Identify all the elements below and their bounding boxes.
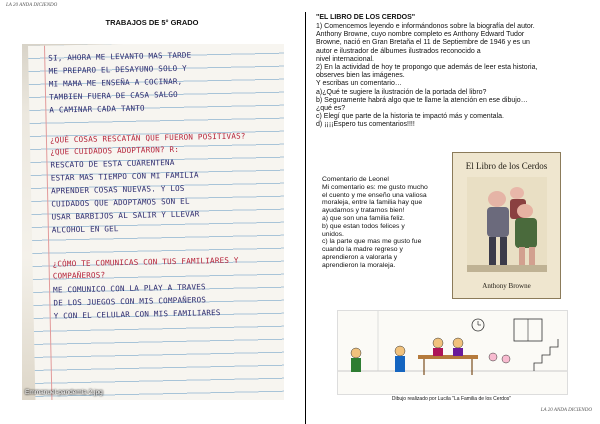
- notebook-photo: [22, 44, 284, 400]
- comment-block: [322, 176, 448, 270]
- handwritten-line: DE LOS JUEGOS CON MIS COMPAÑEROS: [53, 295, 207, 308]
- handwritten-line: MI MAMA ME ENSEÑA A COCINAR,: [48, 76, 183, 89]
- comment-line: aprendieron a valorarla y: [322, 253, 398, 261]
- book-author: Anthony Browne: [482, 282, 531, 290]
- handwritten-line: ESTAR MAS TIEMPO CON MI FAMILIA: [50, 170, 199, 183]
- comment-line: cuando la madre regreso y: [322, 246, 403, 254]
- instruction-line: observes bien las imágenes.: [316, 72, 405, 80]
- handwritten-line: TAMBIEN FUERA DE CASA SALGO: [48, 89, 178, 102]
- page-divider: [305, 12, 306, 424]
- instruction-line: Y escribas un comentario…: [316, 80, 402, 88]
- handwritten-line: SI, AHORA ME LEVANTO MAS TARDE: [48, 50, 192, 63]
- comment-line: moraleja, entre la familia hay que: [322, 199, 423, 207]
- comment-line: a) que son una familia feliz.: [322, 214, 405, 222]
- handwritten-line: USAR BARBIJOS AL SALIR Y LLEVAR: [51, 209, 200, 222]
- handwritten-line: APRENDER COSAS NUEVAS. Y LOS: [50, 183, 185, 196]
- handwritten-line: ME COMUNICO CON LA PLAY A TRAVES: [53, 282, 206, 295]
- running-head-left: LA 20 ANDA DICIENDO: [6, 3, 58, 8]
- activity-instructions: [316, 23, 591, 130]
- comment-line: c) la parte que mas me gusto fue: [322, 238, 422, 246]
- notebook-paper: [28, 44, 284, 400]
- instruction-line: 2) En la actividad de hoy te propongo que además de leer esta historia,: [316, 64, 538, 72]
- handwritten-line: ¿QUÉ COSAS RESCATÁN QUE FUERON POSITIVAS?: [49, 131, 246, 145]
- running-head-right: LA 20 ANDA DICIENDO: [540, 408, 592, 413]
- handwritten-line: COMPAÑEROS?: [52, 270, 106, 281]
- instruction-line: nivel internacional.: [316, 55, 374, 63]
- instruction-line: Browne, nació en Gran Bretaña el 11 de Septiembre de 1946 y es un: [316, 39, 530, 47]
- right-heading: "EL LIBRO DE LOS CERDOS": [316, 14, 416, 21]
- book-cover-illustration: [467, 177, 547, 272]
- comment-title: Comentario de Leonel: [322, 176, 389, 183]
- handwritten-line: A CAMINAR CADA TANTO: [49, 103, 145, 115]
- handwritten-line: Y CON EL CELULAR CON MIS FAMILIARES: [53, 308, 221, 321]
- instruction-line: Anthony Browne, cuyo nombre completo es Anthony Edward Tudor: [316, 31, 525, 39]
- comment-line: b) que estan todos felices y: [322, 222, 405, 230]
- handwritten-line: RESCATO DE ESTA CUARENTENA: [50, 157, 175, 170]
- child-drawing: [337, 310, 568, 395]
- drawing-caption: Dibujo realizado por Lucila "La Familia de los Cerdos": [391, 396, 512, 402]
- handwritten-line: CUIDADOS QUE ADOPTAMOS SON EL: [51, 196, 190, 209]
- comment-body: [322, 184, 448, 270]
- family-drawing-illustration: [338, 311, 567, 394]
- left-page-title: TRABAJOS DE 5° GRADO: [105, 18, 199, 27]
- instruction-line: b) Seguramente habrá algo que te llame la atención en ese dibujo…: [316, 96, 528, 104]
- comment-line: unidos.: [322, 230, 344, 238]
- comment-line: ayudarnos y tratarnos bien!: [322, 207, 405, 215]
- book-cover: [452, 152, 561, 299]
- photo-caption: Emmanuel-pandemia 2.jpg: [25, 389, 103, 396]
- comment-line: Mi comentario es: me gusto mucho: [322, 183, 428, 191]
- instruction-line: a)¿Qué te sugiere la ilustración de la portada del libro?: [316, 88, 487, 96]
- handwritten-line: ¿CÓMO TE COMUNICAS CON TUS FAMILIARES Y: [52, 255, 239, 269]
- instruction-line: ¿qué es?: [316, 105, 346, 113]
- instruction-line: 1) Comencemos leyendo e informándonos sobre la biografía del autor.: [316, 23, 535, 30]
- instruction-line: c) Elegí que parte de la historia te impactó más y comentala.: [316, 113, 504, 121]
- instruction-line: d) ¡¡¡¡Espero tus comentarios!!!!: [316, 121, 415, 129]
- comment-line: aprendieron la moraleja.: [322, 261, 396, 269]
- book-title: El Libro de los Cerdos: [465, 161, 548, 171]
- handwritten-line: ME PREPARO EL DESAYUNO SOLO Y: [48, 63, 187, 76]
- handwritten-line: ¿QUE CUIDADOS ADOPTARON? R:: [50, 144, 180, 157]
- comment-line: el cuento y me enseño una valiosa: [322, 191, 427, 199]
- handwritten-line: ALCOHOL EN GEL: [51, 224, 119, 235]
- instruction-line: autor e ilustrador de álbumes ilustrados reconocido a: [316, 47, 481, 55]
- handwritten-text: [28, 44, 284, 321]
